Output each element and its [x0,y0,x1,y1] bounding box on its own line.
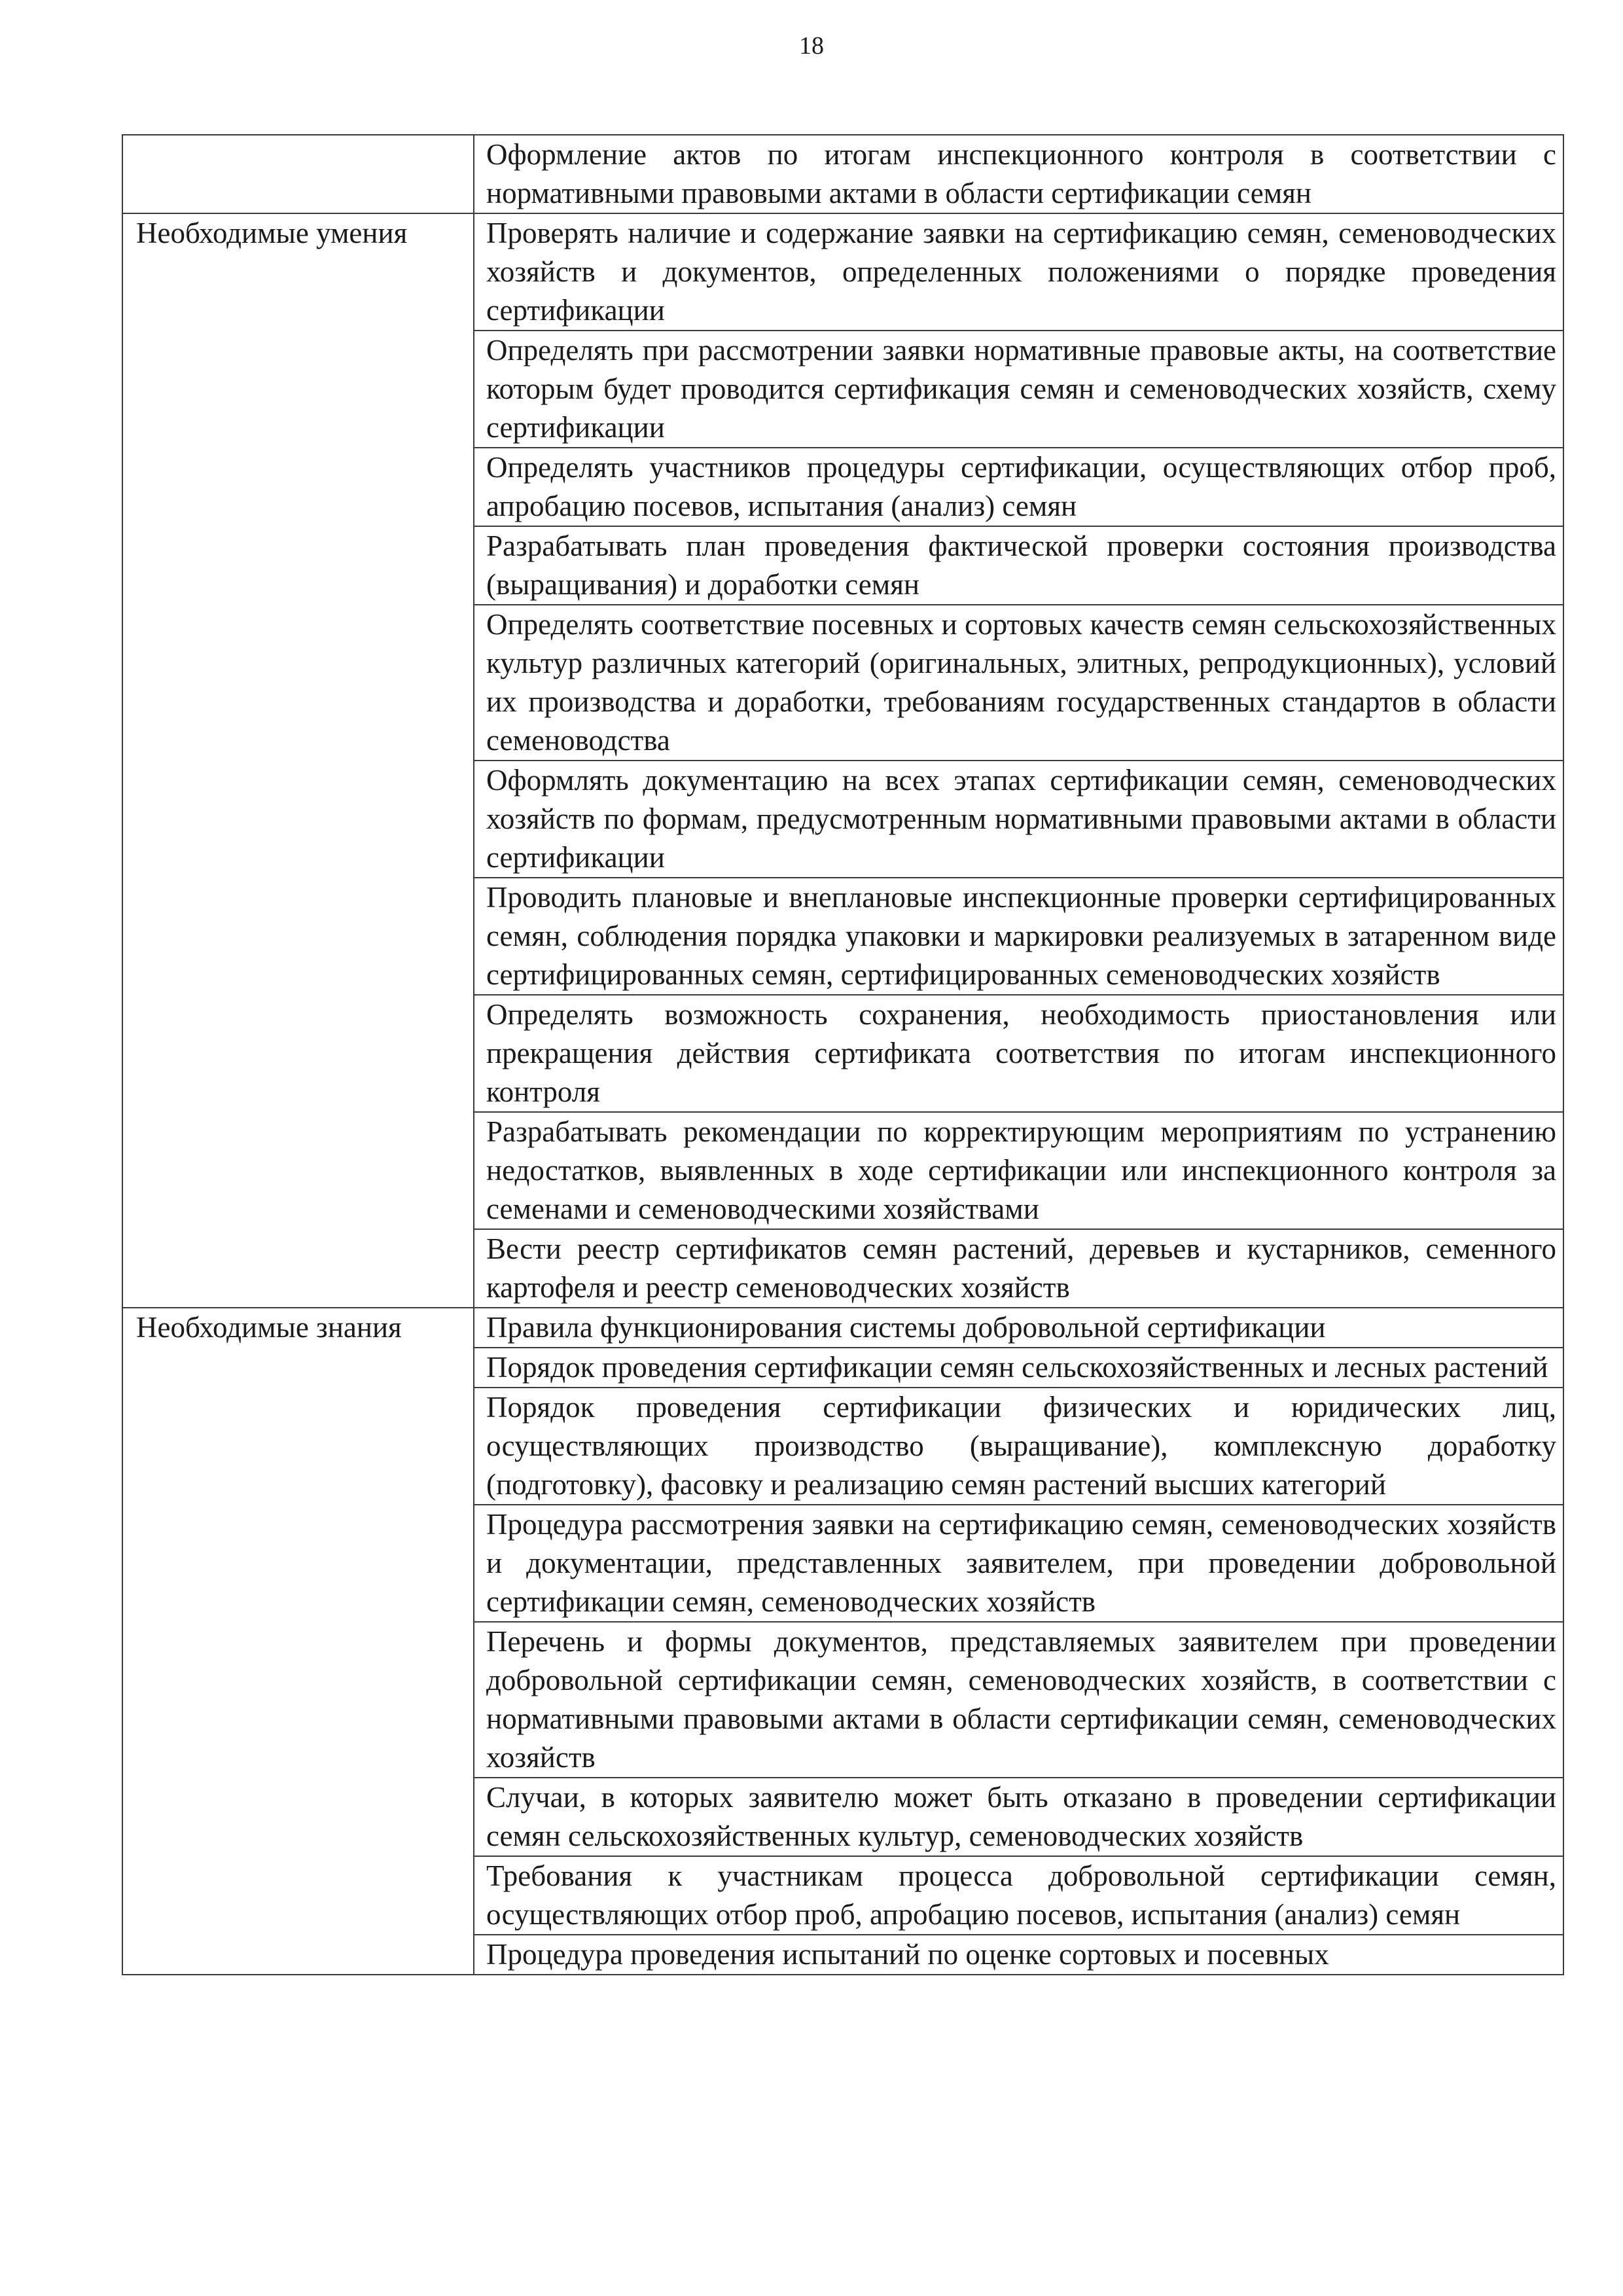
requirements-table [122,134,1564,1975]
requirement-item: Случаи, в которых заявителю может быть отказано в проведении сертификации семян сельскохозяйственных культур, семеноводческих хозяйств [474,1778,1563,1856]
requirement-item: Разрабатывать план проведения фактической проверки состояния производства (выращивания) и доработки семян [474,526,1563,605]
requirement-item: Порядок проведения сертификации физических и юридических лиц, осуществляющих производство (выращивание), комплексную доработку (подготовку), фасовку и реализацию семян растений высших категорий [474,1388,1563,1505]
table-row [122,1308,1563,1348]
requirement-item: Порядок проведения сертификации семян сельскохозяйственных и лесных растений [474,1348,1563,1388]
requirement-item: Вести реестр сертификатов семян растений, деревьев и кустарников, семенного картофеля и реестр семеноводческих хозяйств [474,1229,1563,1308]
requirement-item: Оформлять документацию на всех этапах сертификации семян, семеноводческих хозяйств по формам, предусмотренным нормативными правовыми актами в области сертификации [474,761,1563,878]
section-label [122,135,474,213]
requirement-item: Процедура рассмотрения заявки на сертификацию семян, семеноводческих хозяйств и документации, представленных заявителем, при проведении добровольной сертификации семян, семеноводческих хозяйств [474,1505,1563,1622]
section-label: Необходимые знания [122,1308,474,1975]
requirement-item: Определять участников процедуры сертификации, осуществляющих отбор проб, апробацию посевов, испытания (анализ) семян [474,448,1563,526]
requirement-item: Процедура проведения испытаний по оценке сортовых и посевных [474,1935,1563,1975]
requirement-item: Определять возможность сохранения, необходимость приостановления или прекращения действия сертификата соответствия по итогам инспекционного контроля [474,995,1563,1112]
requirement-item: Разрабатывать рекомендации по корректирующим мероприятиям по устранению недостатков, выявленных в ходе сертификации или инспекционного контроля за семенами и семеноводческими хозяйствами [474,1112,1563,1229]
requirement-item: Требования к участникам процесса добровольной сертификации семян, осуществляющих отбор проб, апробацию посевов, испытания (анализ) семян [474,1856,1563,1935]
table-row [122,135,1563,213]
requirement-item: Перечень и формы документов, представляемых заявителем при проведении добровольной сертификации семян, семеноводческих хозяйств, в соответствии с нормативными правовыми актами в области сертификации семян, семеноводческих хозяйств [474,1622,1563,1778]
section-label: Необходимые умения [122,213,474,1308]
requirement-item: Определять при рассмотрении заявки нормативные правовые акты, на соответствие которым будет проводится сертификация семян и семеноводческих хозяйств, схему сертификации [474,331,1563,448]
requirement-item: Проводить плановые и внеплановые инспекционные проверки сертифицированных семян, соблюдения порядка упаковки и маркировки реализуемых в затаренном виде сертифицированных семян, сертифицированных семеноводческих хозяйств [474,878,1563,995]
requirement-item: Проверять наличие и содержание заявки на сертификацию семян, семеноводческих хозяйств и документов, определенных положениями о порядке проведения сертификации [474,213,1563,331]
requirement-item: Оформление актов по итогам инспекционного контроля в соответствии с нормативными правовыми актами в области сертификации семян [474,135,1563,213]
requirement-item: Правила функционирования системы добровольной сертификации [474,1308,1563,1348]
page-number: 18 [799,32,824,60]
table-body [122,135,1563,1975]
requirement-item: Определять соответствие посевных и сортовых качеств семян сельскохозяйственных культур различных категорий (оригинальных, элитных, репродукционных), условий их производства и доработки, требованиям государственных стандартов в области семеноводства [474,605,1563,761]
table-row [122,213,1563,331]
